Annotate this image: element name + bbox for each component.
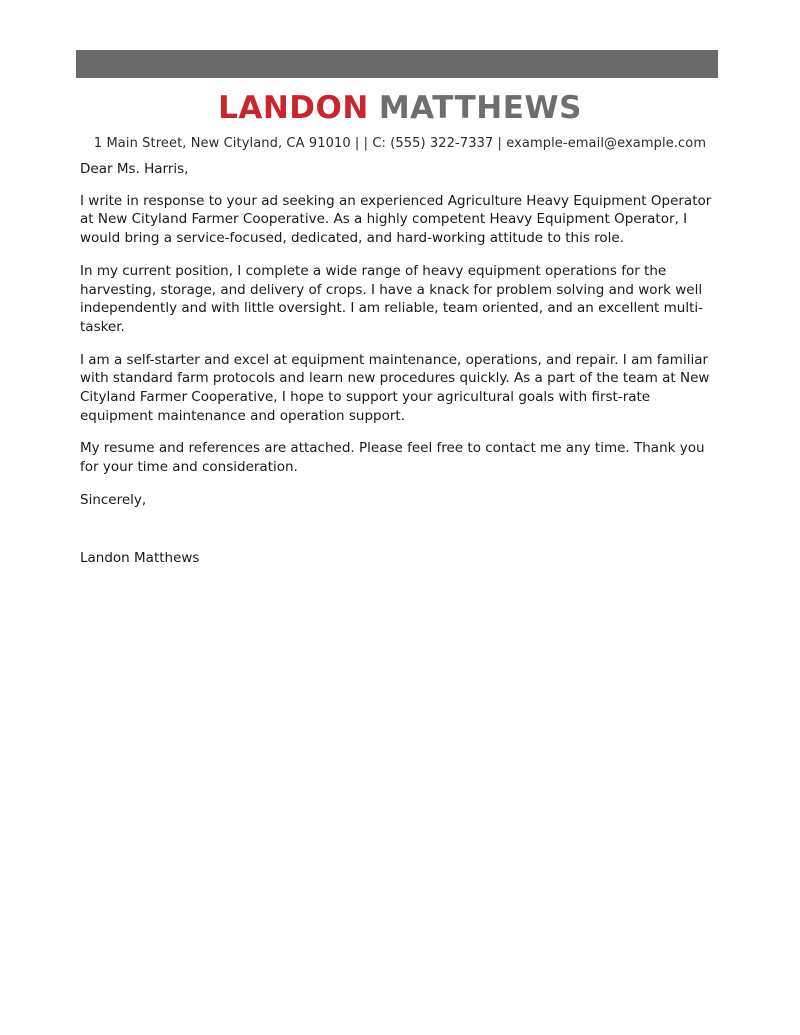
letter-paragraph: In my current position, I complete a wide range of heavy equipment operations for the harvesting, storage, and delivery of crops. I have a knack for problem solving and work well independently and with little oversight. I am reliable, team oriented, and an excellent multi-tasker. — [80, 262, 704, 335]
header-accent-bar — [76, 50, 718, 78]
applicant-first-name: LANDON — [218, 90, 369, 126]
letter-paragraph: I am a self-starter and excel at equipment maintenance, operations, and repair. I am familiar with standard farm protocols and learn new procedures quickly. As a part of the team at New Cityland Farmer Cooperative, I hope to support your agricultural goals with first-rate equipment maintenance and operation support. — [80, 351, 710, 424]
letter-paragraph: I write in response to your ad seeking an experienced Agriculture Heavy Equipment Operator at New Cityland Farmer Cooperative. As a highly competent Heavy Equipment Operator, I would bring a service-focused, dedicated, and hard-working attitude to this role. — [80, 192, 712, 247]
letter-body — [80, 160, 720, 567]
salutation: Dear Ms. Harris, — [80, 161, 189, 177]
closing: Sincerely, — [80, 491, 147, 508]
signature-name: Landon Matthews — [80, 549, 200, 566]
contact-line: 1 Main Street, New Cityland, CA 91010 | | C: (555) 322-7337 | example-email@example.com — [93, 136, 707, 151]
page-title — [0, 90, 800, 126]
applicant-last-name: MATTHEWS — [378, 90, 582, 126]
letter-paragraph: My resume and references are attached. Please feel free to contact me any time. Thank you for your time and consideration. — [80, 440, 705, 476]
